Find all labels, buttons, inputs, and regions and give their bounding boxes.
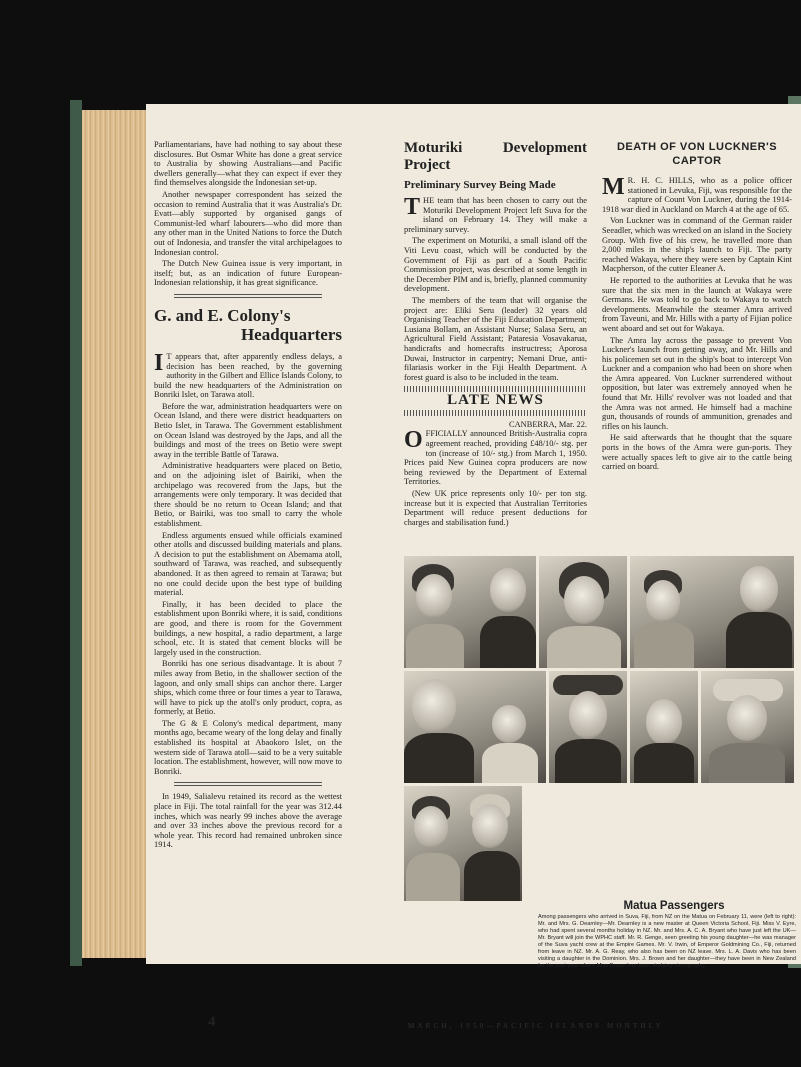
paragraph: Administrative headquarters were placed on Betio, and on the adjoining islet of Bairiki, when the archipelago was recovered from the Japs, but the arrangements were only temporary. It was decided that there should be no return to Ocean Island; and that Betio, or Bairiki, was too small to carry the whole establishment.: [154, 461, 342, 528]
page-number: 4: [208, 1014, 216, 1030]
photo-reay: [630, 671, 698, 783]
column-left: [154, 140, 342, 852]
paragraph: Another newspaper correspondent has seized the occasion to remind Australia that it was Australia's Dr. Evatt—ably supported by organised gangs of Communist-led wharf labourers—who did more than any other man in the United Nations to force the Dutch out of Indonesia, and transfer the vital archipelagoes to Indonesian control.: [154, 189, 342, 257]
drop-cap: I: [154, 349, 164, 376]
paragraph: The G & E Colony's medical department, many months ago, became weary of the long delay and finally established its hospital at Abaokoro Islet, on the western side of Tarawa atoll—said to be a very suitable location. The establishment, however, will now move to Bonriki.: [154, 718, 342, 776]
article-subheadline: Preliminary Survey Being Made: [404, 179, 556, 191]
late-news-heading: LATE NEWS: [447, 392, 544, 409]
page-footer: MARCH, 1950—PACIFIC ISLANDS MONTHLY: [408, 1022, 664, 1030]
paragraph: Bonriki has one serious disadvantage. It is about 7 miles away from Betio, in the shallower section of the lagoon, and only small ships can anchor there. Larger ships, which come three or four times a year to Tarawa, will have to pick up the atoll's only product, copra, as formerly, at Betio.: [154, 659, 342, 717]
article-headline: G. and E. Colony's: [154, 305, 291, 325]
article-headline-2: Headquarters: [240, 324, 342, 344]
article-headline: Moturiki Development Project: [404, 140, 587, 173]
paragraph: The Dutch New Guinea issue is very important, in itself; but, as an indication of future European-Indonesian relationship, it has great significance.: [154, 259, 342, 288]
paragraph: FFICIALLY announced British-Australia copra agreement reached, providing £48/10/- stg. per ton (increase of 10/- stg.) from March 1, 1950. Prices paid New Guinea copra producers are now being reviewed by the Department of External Territories.: [404, 429, 587, 487]
column-middle: [404, 140, 587, 529]
divider: [174, 782, 322, 786]
paragraph: R. H. C. HILLS, who as a police officer stationed in Levuka, Fiji, was responsible for the capture of Count Von Luckner, during the 1914-1918 war died in Auckland on March 4 at the age of 65.: [602, 176, 792, 214]
book-spine: [70, 100, 82, 966]
paragraph: Parliamentarians, have had nothing to say about these disclosures. But Osmar White has done a great service to Australia by showing Australians—and Pacific dwellers generally—what they can expect if ever they find themselves alongside the Indonesian set-up.: [154, 140, 342, 188]
drop-cap: T: [404, 194, 421, 220]
photo-eyre: [539, 556, 627, 668]
drop-cap: M: [602, 174, 625, 200]
magazine-page: [146, 104, 801, 1030]
photo-caption-text: Among passengers who arrived in Suva, Fiji, from NZ on the Matua on February 11, were (left to right): Mr. and Mrs. G. Dearnley—Mr. Dearnley is a new master at Queen Victoria School, Fiji. Miss V. Eyre, who had spent several months holiday in NZ. Mr. and Mrs. A. C. A. Bryant who have just left the UK—Mr. Bryant will join the WPHC staff. Mr. R. Genge, seen greeting his young daughter—he was manager of the Suva yacht crew at the Empire Games. Mr. V. Irwin, of Emperor Goldmining Co., Fiji, returned from leave in NZ. Mr. A. G. Reay, who also has been on NZ leave. Mrs. L. A. Davis who has been visiting a daughter in the Dominion. Mrs. J. Brown and her daughter—they have been in New Zealand for the past year where Miss Brown has been studying stenography.: [538, 914, 796, 969]
article-headline: DEATH OF VON LUCKNER'S CAPTOR: [616, 141, 778, 167]
paragraph: (New UK price represents only 10/- per ton stg. increase but it is expected that Australian Territories Department will reduce present deductions for charges and stabilisation fund.): [404, 489, 587, 527]
drop-cap: O: [404, 427, 423, 454]
paragraph: He said afterwards that he thought that the square ports in the bows of the Amra were gun-ports. They were actually spaces left to give air to the cattle being carried on board.: [602, 433, 792, 472]
paragraph: He reported to the authorities at Levuka that he was sure that the six men in the launch at Wakaya were Germans. He was told to go back to Wakaya to watch developments. Meanwhile the steamer Amra arrived from Taveuni, and Mr. Hills with a party of Fijian police went aboard and set out for Wakaya.: [602, 275, 792, 333]
page-edges: [82, 110, 146, 958]
column-right: [602, 140, 792, 474]
photo-davis: [701, 671, 794, 783]
paragraph: HE team that has been chosen to carry out the Moturiki Development Project left Suva for the island on February 14. They will make a preliminary survey.: [404, 196, 587, 234]
photo-bryants: [630, 556, 794, 668]
hatch-divider: [404, 410, 587, 416]
paragraph: Von Luckner was in command of the German raider Seeadler, which was wrecked on an island in the Society Group. With five of his crew, he travelled more than 2,000 miles in the ship's launch to Fiji. The party reached Wakaya, where they were seen by Captain Kint Macpherson, of the cutter Eleaner A.: [602, 216, 792, 274]
paragraph: Finally, it has been decided to place the establishment upon Bonriki where, it is said, conditions are good, and there is room for the Government buildings, a new hospital, a radio department, a large school, etc. It is stated that cement blocks will be largely used in the construction.: [154, 599, 342, 657]
paragraph: Endless arguments ensued while officials examined other atolls and discussed building materials and plans. A decision to put the establishment on Abemama atoll, southward of Tarawa, was reached, and subsequently abandoned. It as then agreed to remain at Tarawa; but no one could decide upon the best type of building material.: [154, 530, 342, 598]
paragraph: Before the war, administration headquarters were on Ocean Island, and there were district headquarters on Betio Islet, in Tarawa. The Government establishment on Ocean Island was destroyed by the Japs, and all the buildings and most of the trees on Betio were swept away in the terrible Battle of Tarawa.: [154, 401, 342, 459]
dateline: CANBERRA, Mar. 22.: [509, 419, 587, 429]
paragraph: In 1949, Salialevu retained its record as the wettest place in Fiji. The total rainfall for the year was 312.44 inches, which was nearly 99 inches above the average and over 33 inches above the previous record for a whole year. This record had remained unbroken since 1914.: [154, 792, 342, 850]
photo-collage: [404, 556, 794, 908]
photo-caption-title: Matua Passengers: [623, 900, 725, 912]
paragraph: The members of the team that will organise the project are: Eliki Seru (leader) 32 years old Organising Teacher of the Fiji Education Department; Lusiana Bollam, an Assistant Nurse; Salasa Seru, an Agricultural Field Assistant; Pataresia Vosavakarua, handicrafts and homecrafts instructress; Aporosa Duwai, Instructor in carpentry; Nemani Drue, anti-filariasis worker in the Fiji Health Department. A forest guard is also to be included in the team.: [404, 295, 587, 382]
paragraph: T appears that, after apparently endless delays, a decision has been reached, by the governing authority in the Gilbert and Ellice Islands Colony, to build the new headquarters of the Administration on Bonriki Islet, on Tarawa atoll.: [154, 351, 342, 400]
paragraph: The Amra lay across the passage to prevent Von Luckner's launch from getting away, and Mr. Hills and his policemen set out in the ship's boat to intercept Von Luckner and a companion who had been on shore when the Amra appeared. Von Luckner surrendered without opposition, but later was extremely annoyed when he found that Mr. Hills' revolver was not loaded and that the Amra was not armed. He himself had a machine gun, thousands of rounds of ammunition, grenades and rifles on his launch.: [602, 335, 792, 431]
photo-genge: [404, 671, 546, 783]
paragraph: The experiment on Moturiki, a small island off the Viti Levu coast, which will be conducted by the Government of Fiji as part of a South Pacific Commission project, was described at some length in the December PIM and is, briefly, planned community development.: [404, 236, 587, 294]
photo-irwin: [549, 671, 627, 783]
photo-browns: [404, 786, 522, 901]
photo-dearnleys: [404, 556, 536, 668]
divider: [174, 294, 322, 298]
